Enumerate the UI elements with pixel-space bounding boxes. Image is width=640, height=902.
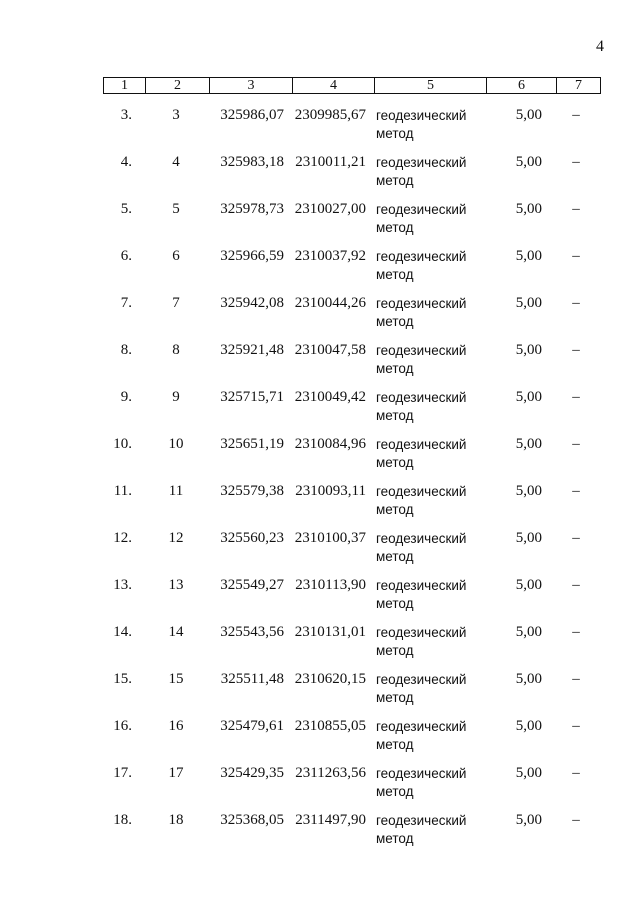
table-header <box>103 77 601 94</box>
point-number: 18 <box>168 812 184 828</box>
table-row <box>0 718 640 758</box>
accuracy: 5,00 <box>515 201 542 217</box>
coord-y: 2311263,56 <box>295 765 366 781</box>
column-header-1: 1 <box>104 78 146 94</box>
accuracy: 5,00 <box>515 718 542 734</box>
accuracy: 5,00 <box>515 483 542 499</box>
method: геодезический метод <box>376 813 467 846</box>
note: – <box>572 248 580 264</box>
table-row <box>0 483 640 523</box>
note: – <box>572 483 580 499</box>
method: геодезический метод <box>376 625 467 658</box>
accuracy: 5,00 <box>515 154 542 170</box>
accuracy: 5,00 <box>515 436 542 452</box>
note: – <box>572 154 580 170</box>
coord-y: 2310131,01 <box>294 624 366 640</box>
point-number: 10 <box>168 436 184 452</box>
coord-x: 325368,05 <box>220 812 284 828</box>
point-number: 9 <box>172 389 180 405</box>
coord-x: 325715,71 <box>220 389 284 405</box>
table-row <box>0 295 640 335</box>
table-row <box>0 577 640 617</box>
coord-x: 325983,18 <box>220 154 284 170</box>
coord-y: 2310855,05 <box>294 718 366 734</box>
note: – <box>572 389 580 405</box>
note: – <box>572 342 580 358</box>
method: геодезический метод <box>376 578 467 611</box>
coord-x: 325986,07 <box>220 107 284 123</box>
row-number: 14. <box>113 624 132 640</box>
column-header-5: 5 <box>375 78 487 94</box>
page-number: 4 <box>596 38 604 55</box>
point-number: 16 <box>168 718 184 734</box>
row-number: 13. <box>113 577 132 593</box>
coord-y: 2309985,67 <box>294 107 366 123</box>
accuracy: 5,00 <box>515 812 542 828</box>
coord-y: 2310044,26 <box>294 295 366 311</box>
row-number: 5. <box>120 201 132 217</box>
method: геодезический метод <box>376 155 467 188</box>
coord-x: 325966,59 <box>220 248 284 264</box>
table-row <box>0 671 640 711</box>
point-number: 11 <box>168 483 184 499</box>
table-row <box>0 154 640 194</box>
coord-x: 325651,19 <box>220 436 284 452</box>
table-row <box>0 201 640 241</box>
point-number: 13 <box>168 577 184 593</box>
method: геодезический метод <box>376 437 467 470</box>
accuracy: 5,00 <box>515 671 542 687</box>
row-number: 3. <box>120 107 132 123</box>
column-header-4: 4 <box>293 78 375 94</box>
row-number: 9. <box>120 389 132 405</box>
table-row <box>0 624 640 664</box>
note: – <box>572 671 580 687</box>
column-header-2: 2 <box>146 78 210 94</box>
row-number: 11. <box>113 483 132 499</box>
method: геодезический метод <box>376 108 467 141</box>
coord-x: 325429,35 <box>220 765 284 781</box>
row-number: 16. <box>113 718 132 734</box>
accuracy: 5,00 <box>515 389 542 405</box>
method: геодезический метод <box>376 672 467 705</box>
column-header-3: 3 <box>210 78 293 94</box>
method: геодезический метод <box>376 531 467 564</box>
row-number: 4. <box>120 154 132 170</box>
point-number: 6 <box>172 248 180 264</box>
coord-x: 325479,61 <box>220 718 284 734</box>
accuracy: 5,00 <box>515 577 542 593</box>
accuracy: 5,00 <box>515 248 542 264</box>
coord-y: 2310047,58 <box>294 342 366 358</box>
point-number: 17 <box>168 765 184 781</box>
point-number: 3 <box>172 107 180 123</box>
row-number: 18. <box>113 812 132 828</box>
coord-y: 2310084,96 <box>294 436 366 452</box>
point-number: 15 <box>168 671 184 687</box>
table-row <box>0 436 640 476</box>
point-number: 7 <box>172 295 180 311</box>
accuracy: 5,00 <box>515 624 542 640</box>
note: – <box>572 718 580 734</box>
coord-y: 2310620,15 <box>294 671 366 687</box>
table-row <box>0 389 640 429</box>
table-row <box>0 342 640 382</box>
table-row <box>0 765 640 805</box>
column-header-6: 6 <box>487 78 557 94</box>
accuracy: 5,00 <box>515 765 542 781</box>
method: геодезический метод <box>376 202 467 235</box>
coord-x: 325942,08 <box>220 295 284 311</box>
row-number: 17. <box>113 765 132 781</box>
coord-x: 325579,38 <box>220 483 284 499</box>
point-number: 4 <box>172 154 180 170</box>
note: – <box>572 812 580 828</box>
coord-y: 2310037,92 <box>294 248 366 264</box>
method: геодезический метод <box>376 296 467 329</box>
coord-y: 2310113,90 <box>295 577 366 593</box>
coord-x: 325549,27 <box>220 577 284 593</box>
table-row <box>0 812 640 852</box>
accuracy: 5,00 <box>515 530 542 546</box>
point-number: 12 <box>168 530 184 546</box>
accuracy: 5,00 <box>515 107 542 123</box>
coord-x: 325978,73 <box>220 201 284 217</box>
note: – <box>572 765 580 781</box>
note: – <box>572 436 580 452</box>
note: – <box>572 577 580 593</box>
method: геодезический метод <box>376 343 467 376</box>
table-row <box>0 248 640 288</box>
row-number: 15. <box>113 671 132 687</box>
coord-x: 325921,48 <box>220 342 284 358</box>
coord-y: 2310100,37 <box>294 530 366 546</box>
method: геодезический метод <box>376 390 467 423</box>
row-number: 7. <box>120 295 132 311</box>
coord-y: 2310027,00 <box>294 201 366 217</box>
coord-x: 325543,56 <box>220 624 284 640</box>
coord-y: 2311497,90 <box>295 812 366 828</box>
method: геодезический метод <box>376 249 467 282</box>
note: – <box>572 295 580 311</box>
accuracy: 5,00 <box>515 295 542 311</box>
row-number: 8. <box>120 342 132 358</box>
column-header-7: 7 <box>557 78 601 94</box>
point-number: 14 <box>168 624 184 640</box>
point-number: 8 <box>172 342 180 358</box>
coord-y: 2310011,21 <box>295 154 366 170</box>
point-number: 5 <box>172 201 180 217</box>
note: – <box>572 530 580 546</box>
coord-x: 325560,23 <box>220 530 284 546</box>
coord-x: 325511,48 <box>220 671 284 687</box>
table-row <box>0 530 640 570</box>
row-number: 12. <box>113 530 132 546</box>
method: геодезический метод <box>376 719 467 752</box>
table-row <box>0 107 640 147</box>
method: геодезический метод <box>376 484 467 517</box>
row-number: 10. <box>113 436 132 452</box>
accuracy: 5,00 <box>515 342 542 358</box>
note: – <box>572 624 580 640</box>
note: – <box>572 201 580 217</box>
method: геодезический метод <box>376 766 467 799</box>
coord-y: 2310093,11 <box>295 483 366 499</box>
row-number: 6. <box>120 248 132 264</box>
note: – <box>572 107 580 123</box>
coord-y: 2310049,42 <box>294 389 366 405</box>
